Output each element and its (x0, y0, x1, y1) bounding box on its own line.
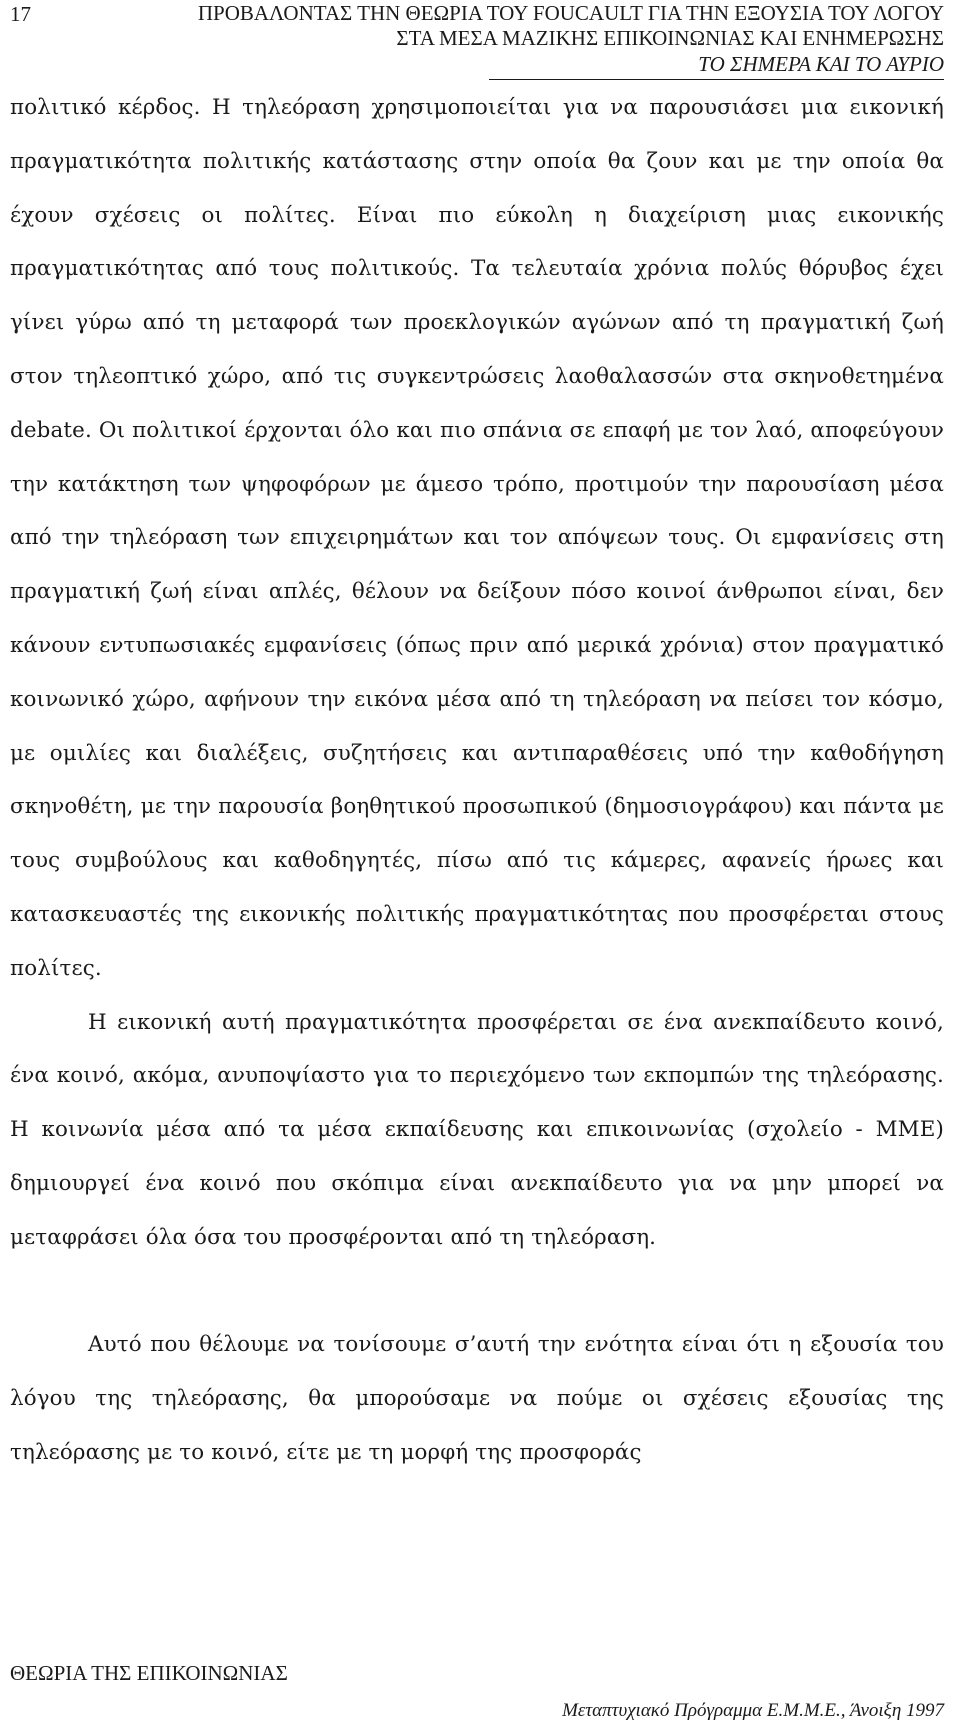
header-underline (489, 79, 944, 80)
running-title-line-1: ΠΡΟΒΑΛΟΝΤΑΣ ΤΗΝ ΘΕΩΡΙΑ ΤΟΥ FOUCAULT ΓΙΑ ΤΗΝ ΕΞΟΥΣΙΑ ΤΟΥ ΛΟΓΟΥ (197, 1, 944, 25)
page-number: 17 (10, 2, 31, 26)
paragraph: Η εικονική αυτή πραγματικότητα προσφέρεται σε ένα ανεκπαίδευτο κοινό, ένα κοινό, ακόμα, ανυποψίαστο για το περιεχόμενο των εκπομπών της τηλεόρασης. Η κοινωνία μέσα από τα μέσα εκπαίδευσης και επικοινωνίας (σχολείο - ΜΜΕ) δημιουργεί ένα κοινό που σκόπιμα είναι ανεκπαίδευτο για να μην μπορεί να μεταφράσει όλα όσα του προσφέρονται από τη τηλεόραση. (10, 1009, 944, 1250)
paragraph-continued: πολιτικό κέρδος. Η τηλεόραση χρησιμοποιείται για να παρουσιάσει μια εικονική πραγματικότητα πολιτικής κατάστασης στην οποία θα ζουν και με την οποία θα έχουν σχέσεις οι πολίτες. Είναι πιο εύκολη η διαχείριση μιας εικονικής πραγματικότητας από τους πολιτικούς. Τα τελευταία χρόνια πολύς θόρυβος έχει γίνει γύρω από τη μεταφορά των προεκλογικών αγώνων από τη πραγματική ζωή στον τηλεοπτικό χώρο, από τις συγκεντρώσεις λαοθαλασσών στα σκηνοθετημένα debate. Οι πολιτικοί έρχονται όλο και πιο σπάνια σε επαφή με τον λαό, αποφεύγουν την κατάκτηση των ψηφοφόρων με άμεσο τρόπο, προτιμούν την παρουσίαση μέσα από την τηλεόραση των επιχειρημάτων και τον απόψεων τους. Οι εμφανίσεις στη πραγματική ζωή είναι απλές, θέλουν να δείξουν πόσο κοινοί άνθρωποι είναι, δεν κάνουν εντυπωσιακές εμφανίσεις (όπως πριν από μερικά χρόνια) στον πραγματικό κοινωνικό χώρο, αφήνουν την εικόνα μέσα από τη τηλεόραση να πείσει τον κόσμο, με ομιλίες και διαλέξεις, συζητήσεις και αντιπαραθέσεις υπό την καθοδήγηση σκηνοθέτη, με την παρουσία βοηθητικού προσωπικού (δημοσιογράφου) και πάντα με τους συμβούλους και καθοδηγητές, πίσω από τις κάμερες, αφανείς ήρωες και κατασκευαστές της εικονικής πολιτικής πραγματικότητας που προσφέρεται στους πολίτες. (10, 95, 944, 981)
page-header (0, 0, 960, 80)
body-text (10, 81, 944, 1480)
running-title-line-3: ΤΟ ΣΗΜΕΡΑ ΚΑΙ ΤΟ ΑΥΡΙΟ (698, 52, 944, 76)
paragraph: Αυτό που θέλουμε να τονίσουμε σ’αυτή την ενότητα είναι ότι η εξουσία του λόγου της τηλεόρασης, θα μπορούσαμε να πούμε οι σχέσεις εξουσίας της τηλεόρασης με το κοινό, είτε με τη μορφή της προσφοράς (10, 1332, 944, 1465)
footer-program-info: Μεταπτυχιακό Πρόγραμμα Ε.Μ.Μ.Ε., Άνοιξη 1997 (562, 1700, 944, 1721)
running-title-line-2: ΣΤΑ ΜΕΣΑ ΜΑΖΙΚΗΣ ΕΠΙΚΟΙΝΩΝΙΑΣ ΚΑΙ ΕΝΗΜΕΡΩΣΗΣ (396, 26, 944, 50)
footer-course-title: ΘΕΩΡΙΑ ΤΗΣ ΕΠΙΚΟΙΝΩΝΙΑΣ (10, 1661, 288, 1685)
